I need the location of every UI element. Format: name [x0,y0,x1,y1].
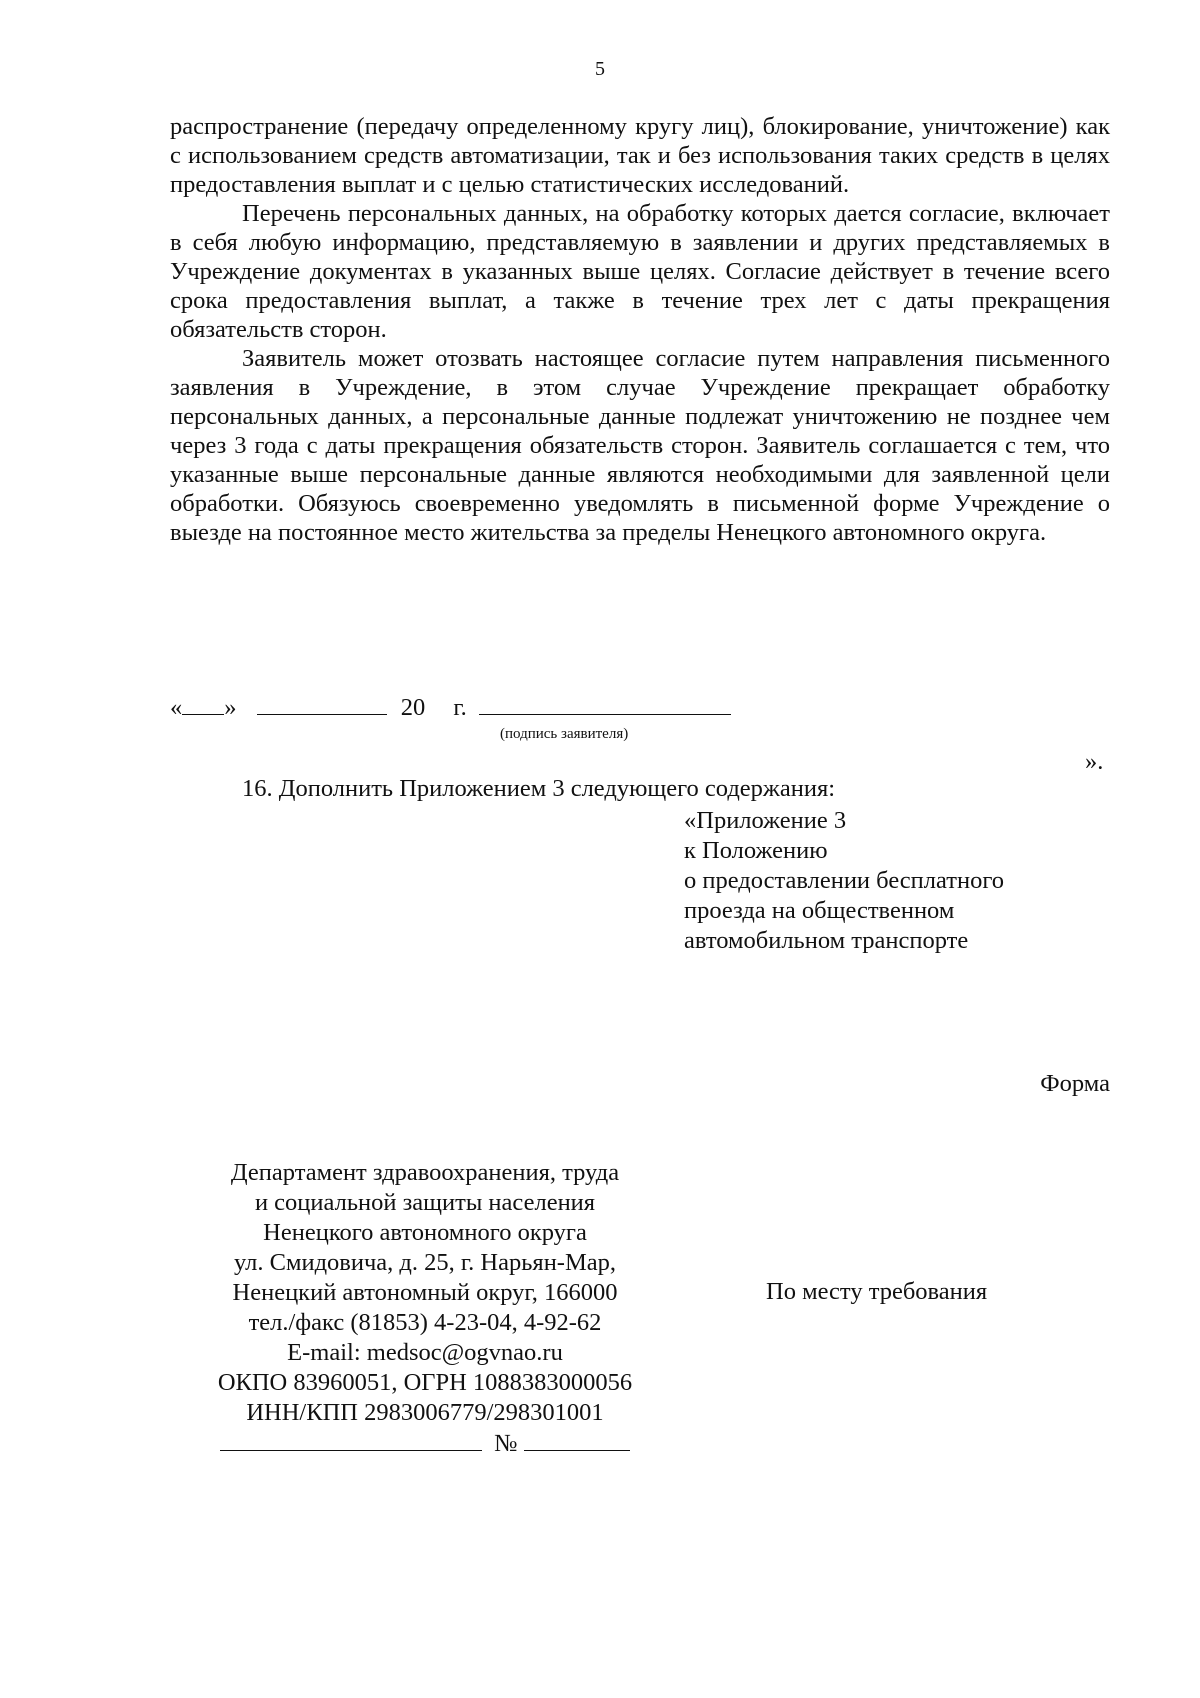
department-block [200,1158,650,1459]
day-blank [182,692,224,715]
appendix-line: проезда на общественном [684,897,955,924]
paragraph-3: Заявитель может отозвать настоящее согласие путем направления письменного заявления в Учреждение, в этом случае Учреждение прекращает обработку персональных данных, а персональные данные подлежат уничтожению не позднее чем через 3 года с даты прекращения обязательств сторон. Заявитель соглашается с тем, что указанные выше персональные данные являются необходимыми для заявленной цели обработки. Обязуюсь своевременно уведомлять в письменной форме Учреждение о выезде на постоянное место жительства за пределы Ненецкого автономного округа. [170,345,1110,546]
number-sign: № [494,1430,518,1457]
department-line: ИНН/КПП 2983006779/298301001 [246,1399,604,1426]
department-line: Департамент здравоохранения, труда [230,1159,620,1186]
department-line: ул. Смидовича, д. 25, г. Нарьян-Мар, [233,1249,616,1276]
number-blank [524,1428,630,1451]
year-suffix: г. [453,694,467,721]
closing-quote: ». [1085,748,1104,775]
signature-caption: (подпись заявителя) [500,726,629,742]
department-line: ОКПО 83960051, ОГРН 1088383000056 [217,1369,633,1396]
item-16: 16. Дополнить Приложением 3 следующего содержания: [242,775,836,802]
paragraph-2: Перечень персональных данных, на обработку которых дается согласие, включает в себя любую информацию, представляемую в заявлении и других представляемых в Учреждение документах в указанных выше целях. Согласие действует в течение всего срока предоставления выплат, а также в течение трех лет с даты прекращения обязательств сторон. [170,200,1110,343]
department-line: Ненецкий автономный округ, 166000 [232,1279,618,1306]
year-prefix: 20 [400,694,426,721]
appendix-line: автомобильном транспорте [684,927,969,954]
signature-blank [479,692,731,715]
form-label: Форма [1040,1070,1110,1097]
appendix-line: «Приложение 3 [684,807,847,834]
paragraph-1: распространение (передачу определенному кругу лиц), блокирование, уничтожение) как с использованием средств автоматизации, так и без использования таких средств в целях предоставления выплат и с целью статистических исследований. [170,113,1110,198]
date-signature-line [170,692,731,722]
outgoing-number-line [200,1428,650,1459]
consent-text [170,112,1110,547]
department-line: тел./факс (81853) 4-23-04, 4-92-62 [248,1309,602,1336]
department-line: и социальной защиты населения [254,1189,596,1216]
appendix-line: о предоставлении бесплатного [684,867,1005,894]
date-blank [220,1428,482,1451]
recipient: По месту требования [766,1278,988,1305]
department-line: Ненецкого автономного округа [263,1219,587,1246]
appendix-heading [684,806,1004,956]
page-number: 5 [595,58,605,80]
open-quote: « [170,694,183,721]
close-quote-day: » [224,694,237,721]
department-line: E-mail: medsoc@ogvnao.ru [287,1339,563,1366]
appendix-line: к Положению [684,837,828,864]
month-blank [257,692,387,715]
